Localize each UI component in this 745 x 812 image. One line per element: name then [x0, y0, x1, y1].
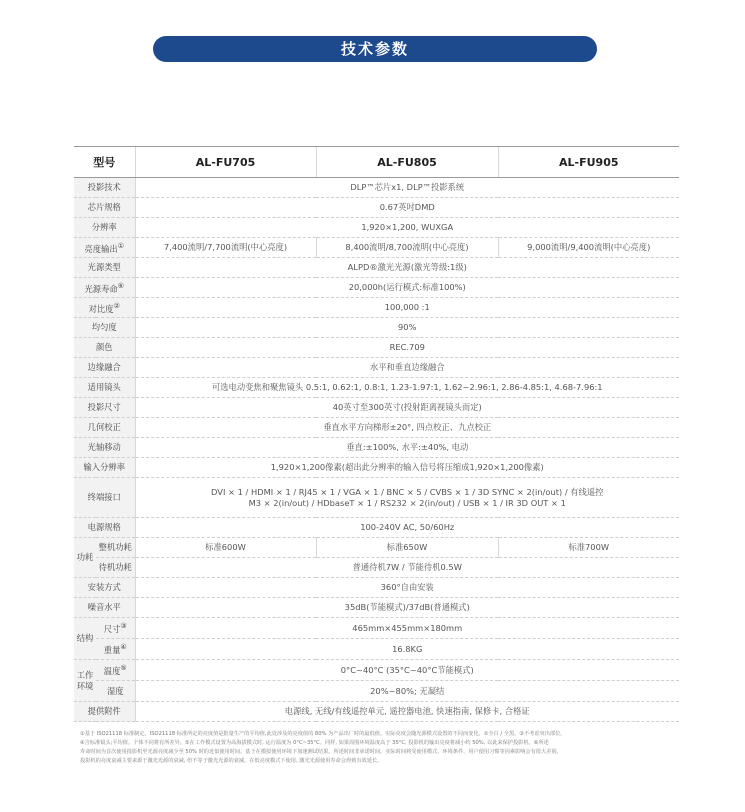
power-fu905: 标准700W	[498, 538, 679, 558]
power-fu705: 标准600W	[135, 538, 316, 558]
row-noise	[74, 598, 679, 618]
row-value: 水平和垂直边缘融合	[135, 358, 679, 378]
model-header: 型号	[74, 147, 135, 178]
row-lens	[74, 378, 679, 398]
row-dimensions	[74, 618, 679, 639]
row-chip	[74, 198, 679, 218]
row-geometry	[74, 418, 679, 438]
label-text: 对比度	[88, 303, 114, 314]
ports-line-1: DVI × 1 / HDMI × 1 / RJ45 × 1 / VGA × 1 / BNC × 5 / CVBS × 1 / 3D SYNC × 2(in/out) / 有线遥控	[211, 486, 604, 497]
row-value: 电源线, 无线/有线遥控单元, 遥控器电池, 快速指南, 保修卡, 合格证	[135, 702, 679, 722]
row-value: REC.709	[135, 338, 679, 358]
row-value: 0.67英吋DMD	[135, 198, 679, 218]
row-label: 湿度	[96, 681, 135, 702]
row-value: 100,000 :1	[135, 298, 679, 318]
row-value: 40英寸至300英寸(投射距离视镜头而定)	[135, 398, 679, 418]
row-label: 噪音水平	[74, 598, 135, 618]
spec-table	[74, 146, 679, 722]
row-life	[74, 278, 679, 298]
row-value: 90%	[135, 318, 679, 338]
footnote-mark: ②	[113, 301, 120, 310]
power-group-label: 功耗	[74, 538, 96, 578]
row-value: 20%~80%; 无凝结	[135, 681, 679, 702]
label-text: 亮度输出	[84, 243, 118, 254]
brightness-fu905: 9,000流明/9,400流明(中心亮度)	[498, 238, 679, 258]
footnote-line-4: 投影机的亮度衰减主要来源于激光光源的衰减, 但不等于激光光源的衰减。在低亮度模式下使用, 激光光源使用寿命会得到有效延长。	[80, 758, 383, 764]
row-value: 35dB(节能模式)/37dB(普通模式)	[135, 598, 679, 618]
row-label	[96, 660, 135, 681]
label-text: 尺寸	[103, 623, 121, 634]
row-temperature	[74, 660, 679, 681]
row-value: DLP™芯片x1, DLP™投影系统	[135, 178, 679, 198]
footnote	[80, 730, 676, 766]
row-value: 465mm×455mm×180mm	[135, 618, 679, 639]
row-value: 1,920×1,200像素(超出此分辨率的输入信号将压缩成1,920×1,200像素)	[135, 458, 679, 478]
row-label: 适用镜头	[74, 378, 135, 398]
row-value: 16.8KG	[135, 639, 679, 660]
footnote-mark: ⑤	[120, 664, 127, 673]
footnote-mark: ③	[120, 622, 127, 631]
brightness-fu705: 7,400流明/7,700流明(中心亮度)	[135, 238, 316, 258]
row-weight	[74, 639, 679, 660]
label-text: 光源寿命	[84, 283, 118, 294]
label-text: 温度	[103, 665, 121, 676]
footnote-mark: ①	[117, 241, 124, 250]
env-group-label: 工作环境	[74, 660, 96, 702]
row-power-total	[74, 538, 679, 558]
row-value: ALPD®激光光源(激光等级:1级)	[135, 258, 679, 278]
row-label: 待机功耗	[96, 558, 135, 578]
row-value: 360°自由安装	[135, 578, 679, 598]
row-contrast	[74, 298, 679, 318]
row-label	[74, 298, 135, 318]
model-fu805: AL-FU805	[316, 147, 498, 178]
section-title: 技术参数	[153, 36, 597, 62]
row-label: 边缘融合	[74, 358, 135, 378]
row-brightness	[74, 238, 679, 258]
row-value: 1,920×1,200, WUXGA	[135, 218, 679, 238]
ports-line-2: M3 × 2(in/out) / HDbaseT × 1 / RS232 × 2(in/out) / USB × 1 / IR 3D OUT × 1	[248, 497, 566, 508]
header-row	[74, 147, 679, 178]
brightness-fu805: 8,400流明/8,700流明(中心亮度)	[316, 238, 498, 258]
row-label: 整机功耗	[96, 538, 135, 558]
row-label: 安装方式	[74, 578, 135, 598]
power-fu805: 标准650W	[316, 538, 498, 558]
row-value: 20,000h(运行模式:标准100%)	[135, 278, 679, 298]
row-accessories	[74, 702, 679, 722]
row-label	[74, 238, 135, 258]
row-label: 光源类型	[74, 258, 135, 278]
row-value: 普通待机7W / 节能待机0.5W	[135, 558, 679, 578]
model-fu905: AL-FU905	[498, 147, 679, 178]
row-label	[74, 278, 135, 298]
row-size	[74, 398, 679, 418]
row-label: 分辨率	[74, 218, 135, 238]
row-label: 均匀度	[74, 318, 135, 338]
row-uniformity	[74, 318, 679, 338]
label-text: 重量	[103, 644, 121, 655]
row-ports	[74, 478, 679, 518]
row-label: 终端接口	[74, 478, 135, 518]
row-value: 100-240V AC, 50/60Hz	[135, 518, 679, 538]
row-label: 光轴移动	[74, 438, 135, 458]
footnote-line-2: ④含标准镜头;平均值。个体不同将有所差异。⑤在工作模式设置为高海拔模式时, 运行温度为 0°C~35°C。同样, 如果周围环境温度高于 35°C, 投影机的输出亮度将减小约 50%, 以此来保护投影机。⑥所述	[80, 740, 549, 746]
row-edge-blend	[74, 358, 679, 378]
footnote-mark: ⑥	[117, 281, 124, 290]
row-label: 芯片规格	[74, 198, 135, 218]
model-fu705: AL-FU705	[135, 147, 316, 178]
row-power-spec	[74, 518, 679, 538]
row-value: 垂直:±100%, 水平:±40%, 电动	[135, 438, 679, 458]
footnote-mark: ④	[120, 643, 127, 652]
footnote-line-1: ①基于 ISO21118 标准制定。ISO21118 标准所定的亮度值是批量生产的平均值,此处涉及的亮度值的 80% 为产品出厂时的最低值。实际亮度会随光源模式设置的不同而变化。②全白 / 全黑。③不考虑突出部位。	[80, 731, 566, 737]
row-label: 投影技术	[74, 178, 135, 198]
row-projection-tech	[74, 178, 679, 198]
footnote-line-3: 寿命时间为首次使用投影机至光源亮度减少至 50% 时的近似使用时间。基于在模拟使用环境下加速测试结果。所述时间非承诺时间。实际时间将受使用模式、环境条件、用户使用习惯等因素影响会有很大差别。	[80, 749, 562, 755]
row-light-source	[74, 258, 679, 278]
row-value: 0°C~40°C (35°C~40°C节能模式)	[135, 660, 679, 681]
row-input-res	[74, 458, 679, 478]
row-install	[74, 578, 679, 598]
row-value: 垂直水平方向梯形±20°, 四点校正、九点校正	[135, 418, 679, 438]
row-shift	[74, 438, 679, 458]
structure-group-label: 结构	[74, 618, 96, 660]
row-color	[74, 338, 679, 358]
row-value: 可选电动变焦和聚焦镜头 0.5:1, 0.62:1, 0.8:1, 1.23-1.97:1, 1.62~2.96:1, 2.86-4.85:1, 4.68-7.96:1	[135, 378, 679, 398]
row-label: 投影尺寸	[74, 398, 135, 418]
row-humidity	[74, 681, 679, 702]
row-value	[135, 478, 679, 518]
row-resolution	[74, 218, 679, 238]
row-label: 输入分辨率	[74, 458, 135, 478]
row-label: 提供附件	[74, 702, 135, 722]
row-label	[96, 618, 135, 639]
row-power-standby	[74, 558, 679, 578]
row-label: 电源规格	[74, 518, 135, 538]
row-label: 颜色	[74, 338, 135, 358]
row-label: 几何校正	[74, 418, 135, 438]
row-label	[96, 639, 135, 660]
